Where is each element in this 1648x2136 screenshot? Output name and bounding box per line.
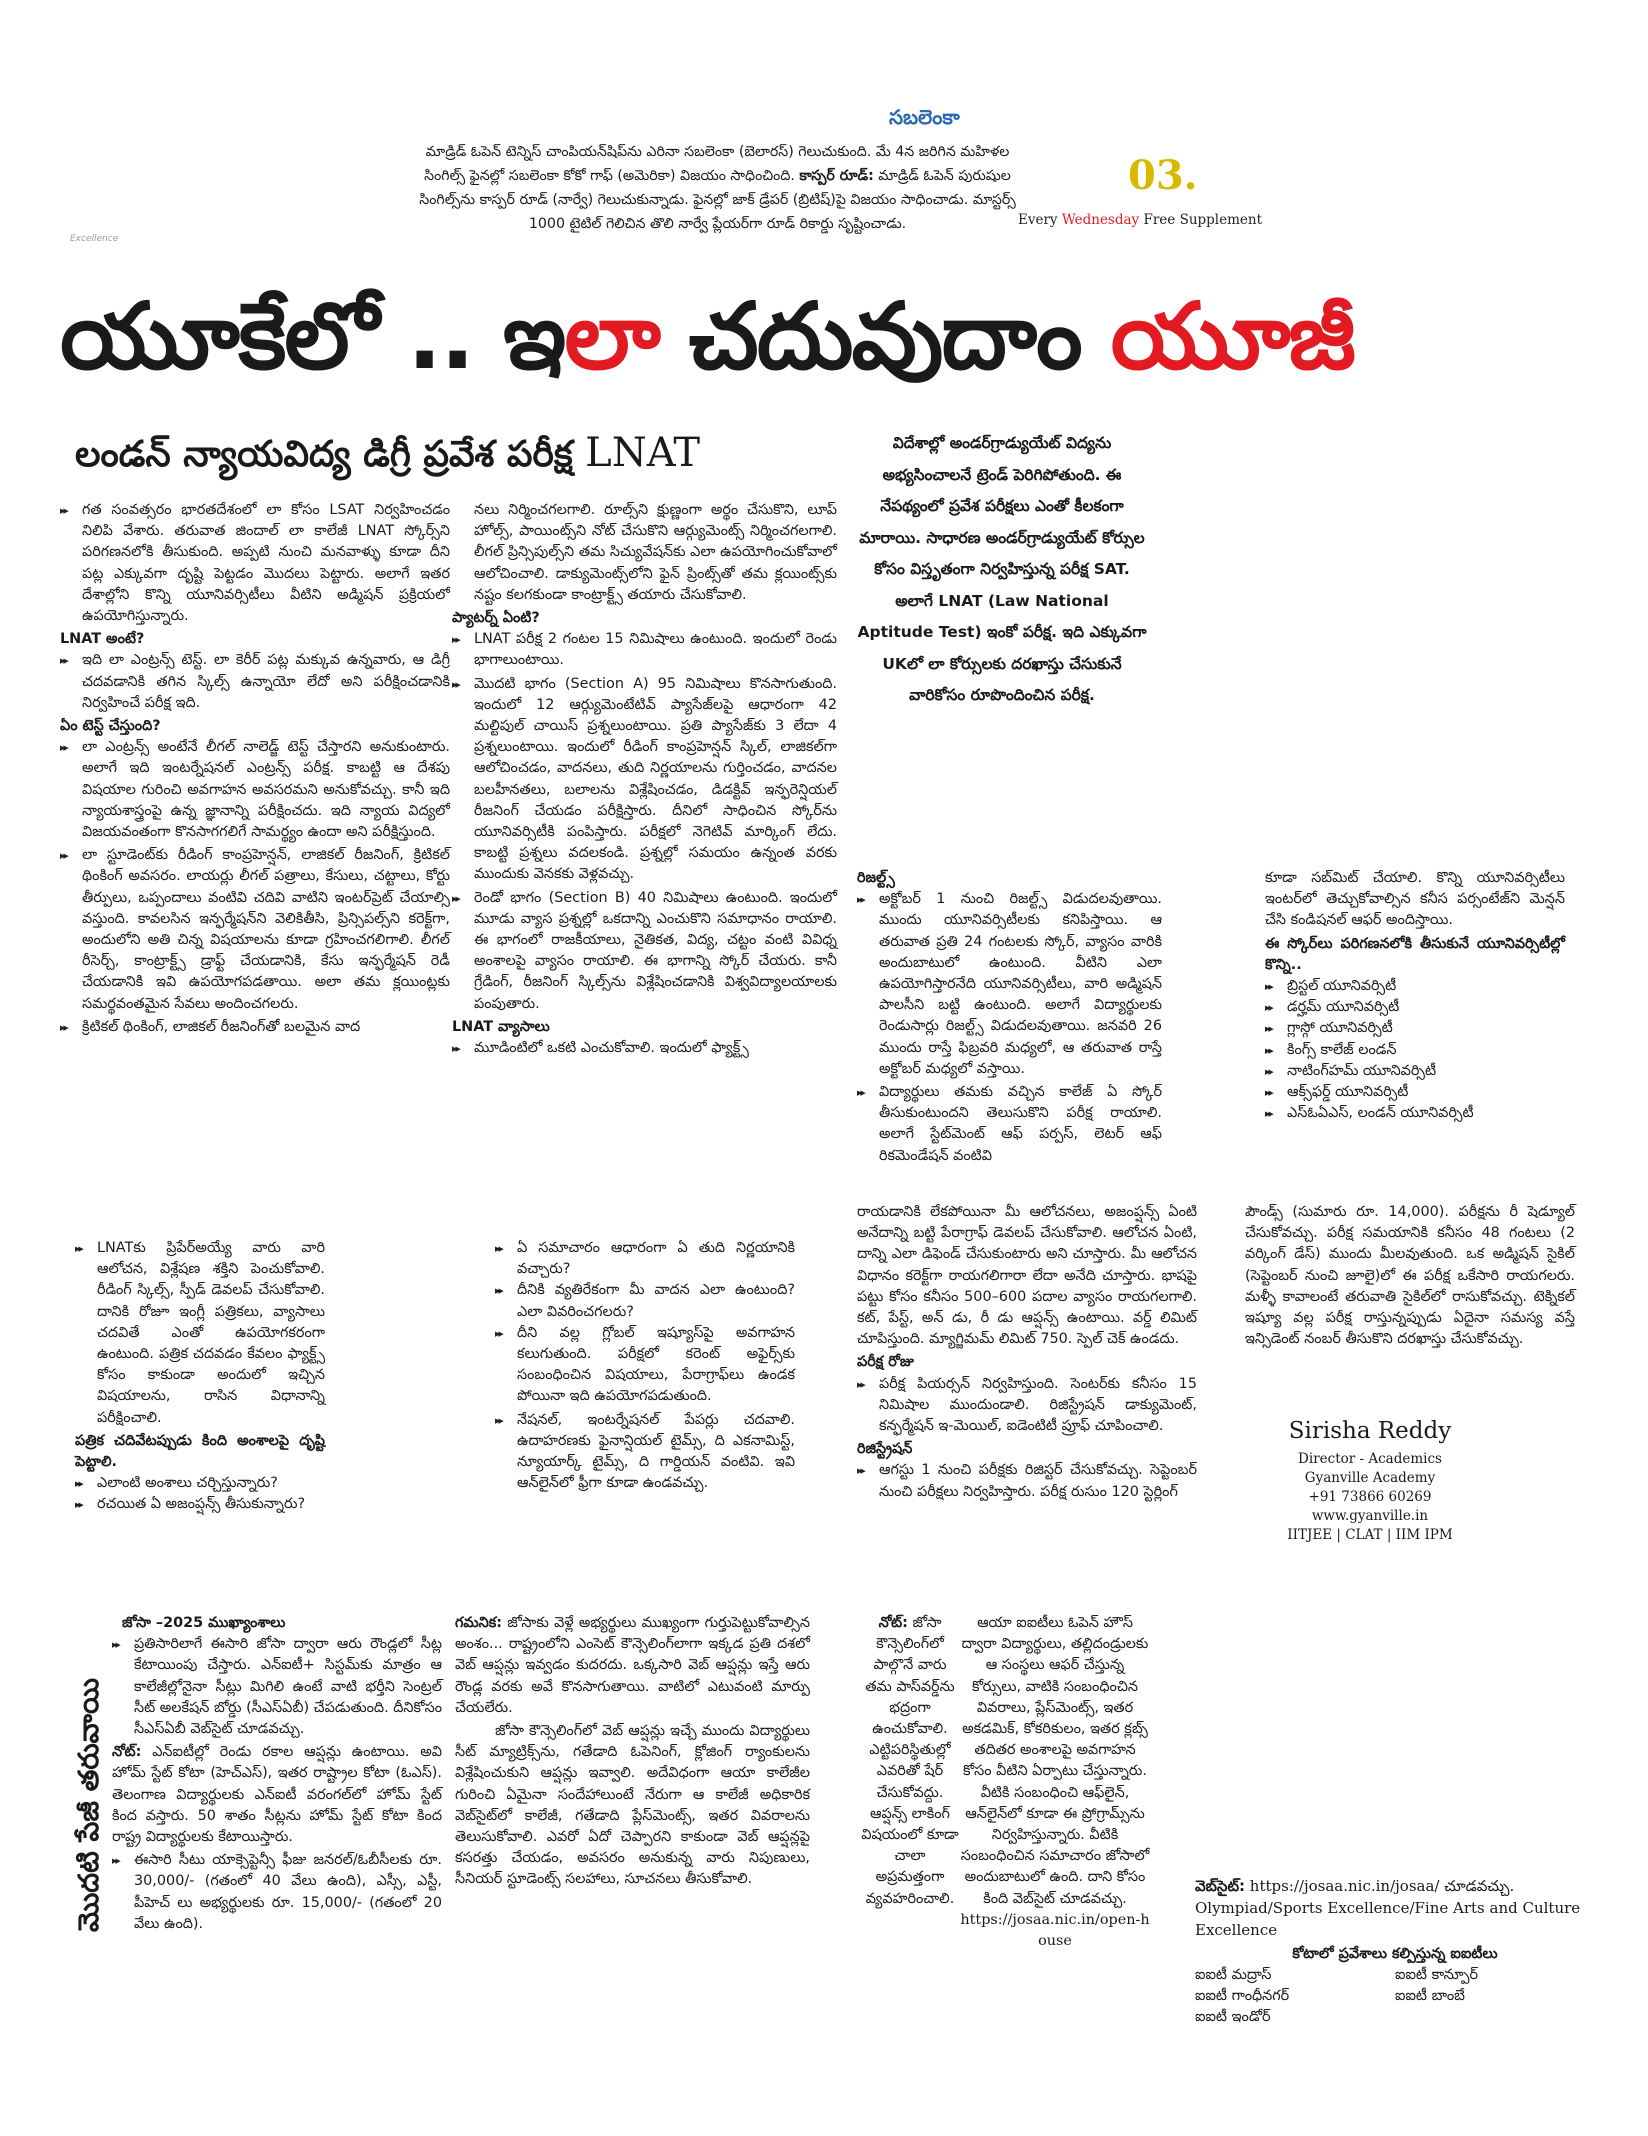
column-2-lower	[495, 1238, 795, 1496]
column-4	[1265, 868, 1565, 1124]
iit-item: ఐఐటీ ఇండోర్	[1195, 2009, 1271, 2025]
section-heading: ఏం టెస్ట్ చేస్తుంది?	[60, 718, 161, 735]
university-item: ▶▶ ఆక్స్‌ఫర్డ్ యూనివర్సిటీ	[1265, 1082, 1565, 1103]
paragraph: ▶▶ లా ఎంట్రన్స్ అంటేనే లీగల్ నాలెడ్జ్ టెస్ట్ చేస్తారని అనుకుంటారు. అలాగే ఇది ఇంటర్నేషనల్ ఎంట్రన్స్ పరీక్ష. కాబట్టి ఆ దేశపు విషయాల గురించి అవగాహన అవసరమని అనుకోవచ్చు. కానీ ఇది న్యాయశాస్త్రంపై ఉన్న జ్ఞానాన్ని పరీక్షించదు. ఇది న్యాయ విద్యలో విజయవంతంగా కొనసాగగలిగే సామర్థ్యం ఉందా అని పరీక్షిస్తుంది.	[60, 737, 450, 843]
vertical-label: మొదటి పేజీ తరువాయి	[72, 1678, 105, 1932]
university-list	[1265, 976, 1565, 1124]
paragraph: ▶▶ LNATకు ప్రిపేర్అయ్యే వారు వారి ఆలోచన, విశ్లేషణ శక్తిని పెంచుకోవాలి. రీడింగ్ స్కిల్స్, స్పీడ్ డెవలప్ చేసుకోవాలి. దానికి రోజూ ఇంగ్లీ పత్రికలు, వ్యాసాలు చదవితే ఎంతో ఉపయోగకరంగా ఉంటుంది. పత్రిక చదవడం కేవలం ఫ్యాక్ట్స్ కోసం కాకుండా అందులో ఇచ్చిన విషయాలను, రాసిన విధానాన్ని పరీక్షించాలి.	[75, 1238, 325, 1429]
author-phone: +91 73866 60269	[1308, 1489, 1432, 1505]
question: ▶▶ ఏ సమాచారం ఆధారంగా ఏ తుది నిర్ణయానికి వచ్చారు?	[495, 1238, 795, 1280]
paragraph: ఆయా ఐఐటీలు ఓపెన్ హౌస్ ద్వారా విద్యార్థులు, తల్లిదండ్రులకు ఆ సంస్థలు ఆఫర్ చేస్తున్న కోర్సులు, వాటికి సంబంధించిన వివరాలు, ప్లేస్‌మెంట్స్, ఇతర అకడమిక్, కోకరికులం, ఇతర క్లబ్స్ తదితర అంశాలపై అవగాహన కోసం వీటిని ఏర్పాటు చేస్తున్నారు. వీటికి సంబంధించి ఆఫ్‌లైన్, ఆన్‌లైన్‌లో కూడా ఈ ప్రోగ్రామ్స్‌ను నిర్వహిస్తున్నారు. వీటికి సంబంధించిన సమాచారం జోసాలో అందుబాటులో ఉంది. దాని కోసం కింది వెబ్‌సైట్ చూడవచ్చు.	[960, 1615, 1150, 1907]
column-2	[452, 500, 837, 1061]
website-line: వెబ్‌సైట్: https://josaa.nic.in/josaa/ చూడవచ్చు.	[1195, 1877, 1515, 1895]
paragraph: ▶▶ లా స్టూడెంట్‌కు రీడింగ్ కాంప్రహెన్షన్, లాజికల్ రీజనింగ్, క్రిటికల్ థింకింగ్ అవసరం. లాయర్లు లీగల్ పత్రాలు, కేసులు, చట్టాలు, కోర్టు తీర్పులు, ఒప్పందాలు వంటివి చదివి వాటిని ఇంటర్‌ప్రెట్ చేయాల్సి వస్తుంది. కావలసిన ఇన్ఫర్మేషన్‌ని వెలికితీసి, ప్రిన్సిపల్స్‌ని కరెక్ట్‌గా, అందులోని అతి చిన్న విషయాలను కూడా గ్రహించగలిగాలి. లీగల్ రీసెర్చ్, కాంట్రాక్ట్స్ డ్రాఫ్ట్ చేయడానికి, కేసు ఇన్ఫర్మేషన్ రెడీ చేయడానికి ఇవి ఉపయోగపడతాయి. అలా తమ క్లయింట్లకు సమర్థవంతమైన సేవలు అందించగలరు.	[60, 845, 450, 1015]
paragraph: ▶▶ రెండో భాగం (Section B) 40 నిమిషాలు ఉంటుంది. ఇందులో మూడు వ్యాస ప్రశ్నల్లో ఒకదాన్ని ఎంచుకొని సమాధానం రాయాలి. ఈ భాగంలో రాజకీయాలు, నైతికత, విద్య, చట్టం వంటి వివిధ్న అంశాలపై వ్యాసం రాయాలి. ఈ భాగాన్ని స్కోర్ చేయరు. కానీ గ్రేడింగ్, రీజనింగ్ స్కిల్స్‌ను విశ్లేషించడానికి విశ్వవిద్యాలయాలకు పంపుతారు.	[452, 888, 837, 1015]
josaa-column	[112, 1613, 442, 1937]
paragraph: రాయడానికి లేకపోయినా మీ ఆలోచనలు, అజంప్షన్స్ ఏంటి అనేదాన్ని బట్టి పేరాగ్రాఫ్ డెవలప్ చేసుకోవాలి. ఆలోచన ఏంటి, దాన్ని ఎలా డిఫెండ్ చేసుకుంటారు అని చూస్తారు. మీ ఆలోచన విధానం కరెక్ట్‌గా రాయగలిగారా లేదా అనేది చూస్తారు. భాషపై పట్టు కోసం కనీసం 500–600 పదాల వ్యాసం రాయగలగాలి. కట్, పేస్ట్, అన్ డు, రీ డు ఆప్షన్స్ ఉంటాయి. వర్డ్ లిమిట్ చూపిస్తుంది. మ్యాగ్జిమమ్ లిమిట్ 750. స్పెల్ చెక్ ఉండదు.	[857, 1204, 1197, 1348]
supplement-tag: Every Wednesday Free Supplement	[1018, 212, 1263, 228]
section-heading: LNAT అంటే?	[60, 631, 145, 648]
paragraph: ▶▶ ఈసారి సీటు యాక్సెప్టెన్సీ ఫీజు జనరల్/ఓబీసీలకు రూ. 30,000/- (గతంలో 40 వేలు ఉంది), ఎస్సీ, ఎస్టీ, పీహెచ్ లు అభ్యర్థులకు రూ. 15,000/- (గతంలో 20 వేలు ఉంది).	[112, 1850, 442, 1935]
sub-headline: లండన్ న్యాయవిద్య డిగ్రీ ప్రవేశ పరీక్ష LNAT	[75, 430, 701, 476]
intro-box: విదేశాల్లో అండర్‌గ్రాడ్యుయేట్ విద్యను అభ్యసించాలనే ట్రెండ్ పెరిగిపోతుంది. ఈ నేపథ్యంలో ప్రవేశ పరీక్షలు ఎంతో కీలకంగా మారాయి. సాధారణ అండర్‌గ్రాడ్యుయేట్ కోర్సుల కోసం విస్తృతంగా నిర్వహిస్తున్న పరీక్ష SAT. అలాగే LNAT (Law National Aptitude Test) ఇంకో పరీక్ష. ఇది ఎక్కువగా UKలో లా కోర్సులకు దరఖాస్తు చేసుకునే వారికోసం రూపొందించిన పరీక్ష.	[857, 434, 1147, 704]
question: ▶▶ రచయిత ఏ అజంప్షన్స్ తీసుకున్నారు?	[75, 1494, 325, 1515]
question: ▶▶ దీనికి వ్యతిరేకంగా మీ వాదన ఎలా ఉంటుంది? ఎలా వివరించగలరు?	[495, 1280, 795, 1322]
paragraph: ▶▶ ఇది లా ఎంట్రన్స్ టెస్ట్. లా కెరీర్ పట్ల మక్కువ ఉన్నవారు, ఆ డిగ్రీ చదవడానికి తగిన స్కిల్స్ ఉన్నాయో లేదో అని పరీక్షించడానికి నిర్వహించే పరీక్ష ఇది.	[60, 650, 450, 714]
author-website[interactable]: www.gyanville.in	[1311, 1508, 1429, 1524]
note-column	[455, 1613, 810, 1893]
paragraph: ▶▶ గత సంవత్సరం భారతదేశంలో లా కోసం LSAT నిర్వహించడం నిలిపి వేశారు. తరువాత జిందాల్ లా కాలేజీ LNAT స్కోర్స్‌ని పరిగణనలోకి తీసుకుంది. అప్పటి నుంచి మనవాళ్ళు కూడా దీని పట్ల ఎక్కువగా దృష్టి పెట్టడం మొదలు పెట్టారు. అలాగే ఇతర దేశాల్లోని కొన్ని యూనివర్సిటీలు వీటిని అడ్మిషన్ ప్రక్రియలో ఉపయోగిస్తున్నారు.	[60, 500, 450, 627]
author-name: Sirisha Reddy	[1288, 1418, 1452, 1444]
section-heading: ఈ స్కోర్‌లు పరిగణనలోకి తీసుకునే యూనివర్సిటీల్లో కొన్ని..	[1265, 935, 1565, 973]
paragraph: ▶▶ విద్యార్థులు తమకు వచ్చిన కాలేజ్ ఏ స్కోర్ తీసుకుంటుందని తెలుసుకొని పరీక్ష రాయాలి. అలాగే స్టేట్‌మెంట్ ఆఫ్ పర్పస్, లెటర్ ఆఫ్ రికమెండేషన్ వంటివి	[857, 1082, 1162, 1167]
left-small-label: Excellence	[70, 234, 119, 244]
vertical-label-wrap	[72, 1645, 112, 1965]
question: ▶▶ ఎలాంటి అంశాలు చర్చిస్తున్నారు?	[75, 1473, 325, 1494]
column-4-lower	[1245, 1202, 1575, 1352]
paragraph: ▶▶ దీని వల్ల గ్లోబల్ ఇష్యూస్‌పై అవగాహన కలుగుతుంది. పరీక్షలో కరెంట్ అఫైర్స్‌కు సంబంధించిన విషయాలు, పేరాగ్రాఫ్‌లు ఉండక పోయినా ఇది ఉపయోగపడుతుంది.	[495, 1323, 795, 1408]
section-heading: పత్రిక చదివేటప్పుడు కింది అంశాలపై దృష్టి పెట్టాలి.	[75, 1432, 325, 1471]
paragraph: కూడా సబ్‌మిట్ చేయాలి. కొన్ని యూనివర్సిటీలు ఇంటర్‌లో తెచ్చుకోవాల్సిన కనీస పర్సంటేజ్‌ని మెన్షన్ చేసి కండిషనల్ ఆఫర్ అందిస్తాయి.	[1265, 870, 1565, 929]
paragraph: ▶▶ మూడింటిలో ఒకటి ఎంచుకోవాలి. ఇందులో ఫ్యాక్ట్స్	[452, 1038, 837, 1059]
university-item: ▶▶ గ్లాస్గో యూనివర్సిటీ	[1265, 1018, 1565, 1039]
iit-quota-heading: కోటాలో ప్రవేశాలు కల్పిస్తున్న ఐఐటీలు	[1292, 1946, 1498, 1962]
column-3	[857, 868, 1162, 1169]
paragraph: ▶▶ అక్టోబర్ 1 నుంచి రిజల్ట్స్ విడుదలవుతాయి. ముందు యూనివర్సిటీలకు కనిపిస్తాయి. ఆ తరువాత ప్రతి 24 గంటలకు స్కోర్, వ్యాసం వారికి అందుబాటులో ఉంటుంది. వీటిని ఎలా ఉపయోగిస్తారనేది యూనివర్సిటీలు, వారి అడ్మిషన్ పాలసీని బట్టి ఉంటుంది. అలాగే విద్యార్థులకు రెండుసార్లు రిజల్ట్స్ విడుదలవుతాయి. జనవరి 26 ముందు రాస్తే ఫిబ్రవరి మధ్యలో, ఆ తరువాత రాస్తే అక్టోబర్ మధ్యలో వస్తాయి.	[857, 889, 1162, 1080]
paragraph: ▶▶ పరీక్ష పియర్సన్ నిర్వహిస్తుంది. సెంటర్‌కు కనీసం 15 నిమిషాల ముందుండాలి. రిజిస్ట్రేషన్ డాక్యుమెంట్, కన్ఫర్మేషన్ ఇ-మెయిల్, ఐడెంటిటీ ప్రూఫ్ చూపించాలి.	[857, 1374, 1197, 1438]
side-news-text: మాడ్రిడ్ ఓపెన్ టెన్నిస్ చాంపియన్‌షిప్‌ను ఎరినా సబలెంకా (బెలారస్) గెలుచుకుంది. మే 4న జరిగిన మహిళల సింగిల్స్ ఫైనల్లో సబలెంకా కోకో గాఫ్ (అమెరికా) విజయం సాధించింది. కాస్పర్ రూడ్: మాడ్రిడ్ ఓపెన్ పురుషుల సింగిల్స్‌ను కాస్పర్ రూడ్ (నార్వే) గెలుచుకున్నాడు. ఫైనల్లో జాక్ డ్రేపర్ (బ్రిటిష్)పై విజయం సాధించాడు. మాస్టర్స్ 1000 టైటిల్ గెలిచిన తొలి నార్వే ప్లేయర్‌గా రూడ్ రికార్డు సృష్టించాడు.	[419, 144, 1016, 232]
iit-list	[1195, 1965, 1595, 2028]
open-house-column	[960, 1613, 1150, 1952]
iit-item: ఐఐటీ మద్రాస్	[1195, 1967, 1272, 1983]
side-news-label: సబలెంకా	[889, 105, 960, 129]
excellence-line: Olympiad/Sports Excellence/Fine Arts and Culture Excellence	[1195, 1899, 1581, 1939]
paragraph: ▶▶ క్రిటికల్ థింకింగ్, లాజికల్ రీజనింగ్‌తో బలమైన వాద	[60, 1017, 450, 1038]
open-house-url[interactable]: https://josaa.nic.in/open-house	[960, 1911, 1150, 1950]
university-item: ▶▶ బ్రిస్టల్ యూనివర్సిటీ	[1265, 976, 1565, 997]
column-1-lower	[75, 1238, 325, 1516]
paragraph: ▶▶ మొదటి భాగం (Section A) 95 నిమిషాలు కొనసాగుతుంది. ఇందులో 12 ఆర్గ్యుమెంటేటివ్ ప్యాసేజ్‌లపై ఆధారంగా 42 మల్టిపుల్ చాయిస్ ప్రశ్నలుంటాయి. ప్రతి ప్యాసేజ్‌కు 3 లేదా 4 ప్రశ్నలుంటాయి. ఇందులో రీడింగ్ కాంప్రహెన్షన్ స్కిల్, లాజికల్‌గా ఆలోచించడం, వాదనలు, తుది నిర్ణయాలను గుర్తించడం, వాదనల బలహీనతలు, బలాలను విశ్లేషించడం, డిడక్టివ్ ఇన్ఫరెన్షియల్ రీజనింగ్ చేయడం పరీక్షిస్తారు. దీనిలో సాధించిన స్కోర్‌ను యూనివర్సిటీకి పంపిస్తారు. పరీక్షలో నెగెటివ్ మార్కింగ్ లేదు. కాబట్టి ప్రశ్నలు వదలకండి. ప్రశ్నల్లో సమయం ఉన్నంత వరకు ముందుకు వెనకకు వెళ్లవచ్చు.	[452, 674, 837, 886]
author-role: Director - Academics	[1298, 1451, 1442, 1467]
paragraph: ▶▶ ప్రతిసారిలాగే ఈసారి జోసా ద్వారా ఆరు రౌండ్లలో సీట్ల కేటాయింపు చేస్తారు. ఎన్ఐటీ+ సిస్టమ్‌కు మాత్రం ఆ కాలేజీల్లోనైనా సీట్లు మిగిలి ఉంటే వాటి భర్తీని సెంట్రల్ సీట్ అలకేషన్ బోర్డు (సీఎస్ఏబీ) చేపడుతుంది. దీనికోసం సీఎస్ఏబీ వెబ్‌సైట్ చూడవచ్చు.	[112, 1634, 442, 1740]
paragraph: జోసా కౌన్సెలింగ్‌లో వెబ్ ఆప్షన్లు ఇచ్చే ముందు విద్యార్థులు సీట్ మ్యాట్రిక్స్‌ను, గతేడాది ఓపెనింగ్, క్లోజింగ్ ర్యాంకులను విశ్లేషించుకుని ఆప్షన్లు ఇవ్వాలి. అదేవిధంగా ఆయా కాలేజీల గురించి ఏమైనా సందేహాలుంటే నేరుగా ఆ కాలేజీ అధికారిక వెబ్‌సైట్‌లో కాలేజీ, గతేడాది ప్లేస్‌మెంట్స్, ఇతర వివరాలను తెలుసుకోవాలి. ఎవరో ఏదో చెప్పారని కాకుండా వెబ్ ఆప్షన్లపై కసరత్తు చేయడం, అవసరం అనుకున్న వారు నిపుణులు, సీనియర్ స్టూడెంట్స్ సలహాలు, సూచనలు తీసుకోవాలి.	[455, 1723, 810, 1888]
iit-item: ఐఐటీ గాంధీనగర్	[1195, 1988, 1290, 2004]
author-tags: IITJEE | CLAT | IIM IPM	[1287, 1527, 1453, 1543]
paragraph: ▶▶ ఆగస్టు 1 నుంచి పరీక్షకు రిజిస్టర్ చేసుకోవచ్చు. సెప్టెంబర్ నుంచి పరీక్షలు నిర్వహిస్తారు. పరీక్ష రుసుం 120 స్టెర్లింగ్	[857, 1460, 1197, 1502]
section-heading: ప్యాటర్న్ ఏంటి?	[452, 610, 540, 627]
university-item: ▶▶ డర్హమ్ యూనివర్సిటీ	[1265, 997, 1565, 1018]
paragraph: నలు నిర్మించగలగాలి. రూల్స్‌ని క్షుణ్ణంగా అర్థం చేసుకొని, లూప్ హోల్స్, పాయింట్స్‌ని నోట్ చేసుకొని ఆర్గ్యుమెంట్స్ నిర్మించగలగాలి. లీగల్ ప్రిన్సిపుల్స్‌ని తమ సిచ్యువేషన్‌కు ఎలా ఉపయోగించుకోవాలో ఆలోచించాలి. డాక్యుమెంట్స్‌లోని ఫైన్ ప్రింట్స్‌తో తమ క్లయింట్స్‌కు నష్టం కలగకుండా కాంట్రాక్ట్స్ తయారు చేసుకోవాలి.	[474, 502, 837, 603]
column-1	[60, 500, 450, 1040]
section-heading: రిజిస్ట్రేషన్	[857, 1441, 913, 1458]
column-3-lower	[857, 1202, 1197, 1505]
section-heading: పరీక్ష రోజు	[857, 1354, 914, 1371]
iit-item: ఐఐటీ బాంబే	[1395, 1988, 1465, 2004]
main-headline: యూకేలో .. ఇలా చదువుదాం యూజీ	[60, 283, 1354, 390]
paragraph: ▶▶ LNAT పరీక్ష 2 గంటల 15 నిమిషాలు ఉంటుంది. ఇందులో రెండు భాగాలుంటాయి.	[452, 629, 837, 671]
section-heading: LNAT వ్యాసాలు	[452, 1018, 550, 1035]
section-heading: జోసా –2025 ముఖ్యాంశాలు	[122, 1615, 286, 1631]
password-note: నోట్: జోసా కౌన్సెలింగ్‌లో పాల్గొనే వారు తమ పాస్‌వర్డ్‌ను భద్రంగా ఉంచుకోవాలి. ఎట్టిపరిస్థితుల్లో ఎవరితో షేర్ చేసుకోవద్దు. ఆప్షన్స్ లాకింగ్ విషయంలో కూడా చాలా అప్రమత్తంగా వ్యవహరించాలి.	[861, 1615, 959, 1907]
university-item: ▶▶ నాటింగ్‌హమ్ యూనివర్సిటీ	[1265, 1061, 1565, 1082]
iit-item: ఐఐటీ కాన్పూర్	[1395, 1967, 1479, 1983]
paragraph: ▶▶ నేషనల్, ఇంటర్నేషనల్ పేపర్లు చదవాలి. ఉదాహరణకు ఫైనాన్షియల్ టైమ్స్, ది ఎకనామిస్ట్, న్యూయార్క్ టైమ్స్, ది గార్డియన్ వంటివి. ఇవి ఆన్‌లైన్‌లో ఫ్రీగా కూడా ఉండవచ్చు.	[495, 1410, 795, 1495]
author-org: Gyanville Academy	[1304, 1470, 1436, 1486]
paragraph: నోట్: ఎన్ఐటీల్లో రెండు రకాల ఆప్షన్లు ఉంటాయి. అవి హోమ్ స్టేట్ కోటా (హెచ్ఎస్), ఇతర రాష్ట్రాల కోటా (ఓఎస్). తెలంగాణ విద్యార్థులకు ఎన్ఐటీ వరంగల్‌లో హోమ్ స్టేట్ కింద వస్తారు. 50 శాతం సీట్లను హోమ్ స్టేట్ కోటా కింద రాష్ట్ర విద్యార్థులకు కేటాయిస్తారు.	[112, 1744, 442, 1846]
paragraph: పౌండ్స్ (సుమారు రూ. 14,000). పరీక్షను రీ షెడ్యూల్ చేసుకోవచ్చు. పరీక్ష సమయానికి కనీసం 48 గంటలు (2 వర్కింగ్ డేస్) ముందు మీలవుతుంది. ఒక అడ్మిషన్ సైకిల్ (సెప్టెంబర్ నుంచి జూలై)లో ఈ పరీక్ష ఒకేసారి రాయగలరు. మళ్ళీ కావాలంటే తరువాతి సైకిల్‌లో రాసుకోవచ్చు. టెక్నికల్ ఇష్యూ వల్ల పరీక్ష రాస్తున్నప్పుడు ఏదైనా సమస్య వస్తే ఇన్సిడెంట్ నంబర్ తీసుకొని దరఖాస్తు చేసుకోవచ్చు.	[1245, 1204, 1575, 1348]
author-box	[1250, 1418, 1490, 1545]
university-item: ▶▶ కింగ్స్ కాలేజ్ లండన్	[1265, 1040, 1565, 1061]
paragraph: గమనిక: జోసాకు వెళ్లే అభ్యర్థులు ముఖ్యంగా గుర్తుపెట్టుకోవాల్సిన అంశం... రాష్ట్రంలోని ఎంసెట్ కౌన్సెలింగ్‌లాగా ఇక్కడ ప్రతి దశలో వెబ్ ఆప్షన్లు ఇవ్వడం కుదరదు. ఒక్కసారి వెబ్ ఆప్షన్లు ఇస్తే ఆరు రౌండ్ల వరకు అవే కొనసాగుతాయి. వాటిలో ఎటువంటి మార్పు చేయలేరు.	[455, 1615, 811, 1716]
page-number: 03.	[1128, 152, 1198, 199]
website-box	[1195, 1875, 1595, 2028]
university-item: ▶▶ ఎస్ఓఏఎస్, లండన్ యూనివర్సిటీ	[1265, 1103, 1565, 1124]
section-heading: రిజల్ట్స్	[857, 870, 895, 886]
